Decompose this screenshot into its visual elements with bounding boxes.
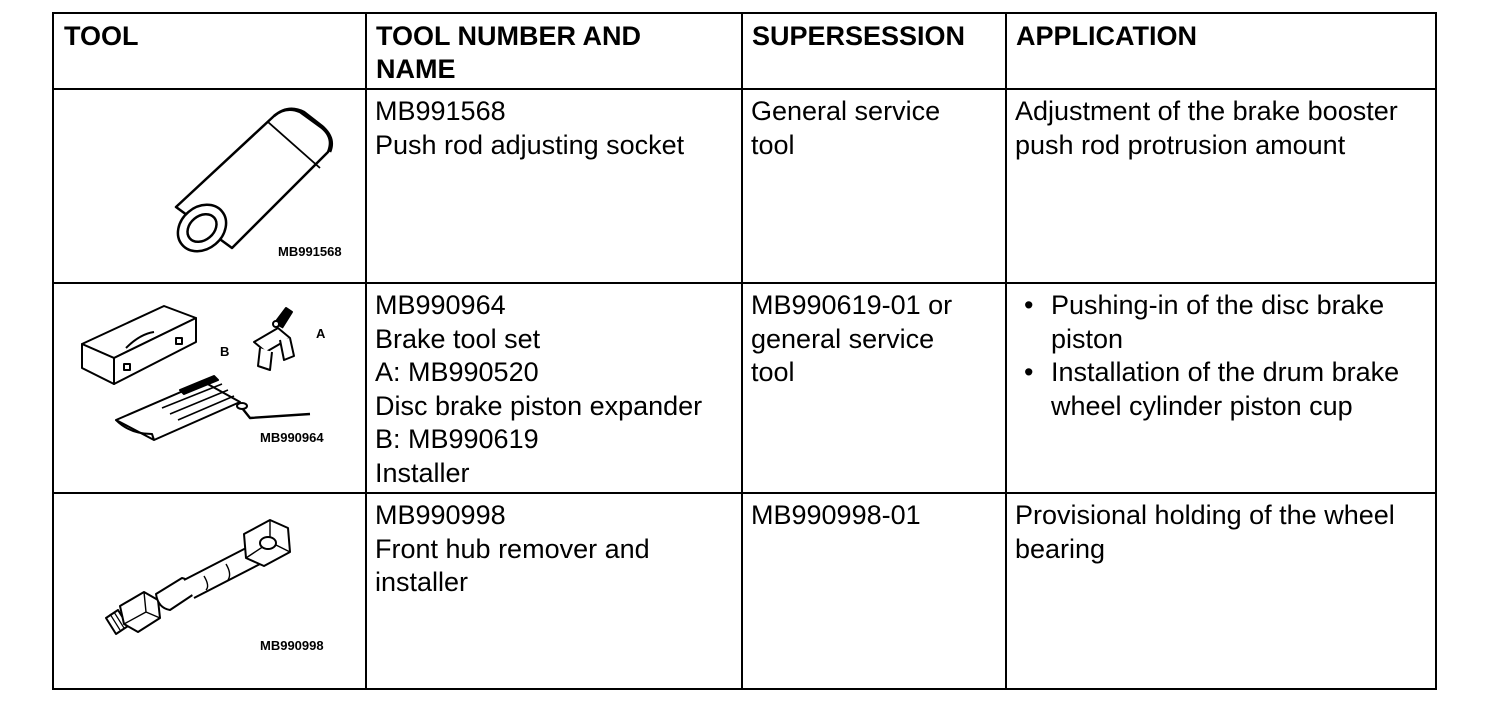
supersession-cell (742, 283, 1006, 493)
supersession-line: MB990998-01 (751, 500, 921, 530)
application-cell (1006, 283, 1436, 493)
header-tool-number-line1: TOOL NUMBER AND (376, 21, 642, 51)
table-row (53, 283, 1436, 493)
supersession-line: general service (751, 323, 935, 354)
supersession-line: tool (751, 357, 795, 387)
application-line: Provisional holding of the wheel (1015, 500, 1395, 530)
tool-number: MB990998 (375, 500, 506, 530)
supersession-cell (742, 493, 1006, 689)
application-line: bearing (1015, 533, 1106, 564)
tool-part-a-name: Disc brake piston expander (375, 390, 703, 421)
header-application: APPLICATION (1006, 13, 1436, 89)
tool-name: installer (375, 567, 469, 597)
table-row (53, 89, 1436, 283)
tool-name: Front hub remover and (375, 533, 650, 564)
application-line: wheel cylinder piston cup (1051, 390, 1353, 421)
header-supersession: SUPERSESSION (742, 13, 1006, 89)
header-tool: TOOL (53, 13, 366, 89)
tool-image-caption: MB991568 (278, 244, 342, 259)
bullet-icon: • (1024, 357, 1034, 387)
supersession-cell (742, 89, 1006, 283)
application-bullet-list (1015, 289, 1435, 423)
application-cell (1006, 493, 1436, 689)
table-row (53, 493, 1436, 689)
application-line: Pushing-in of the disc brake (1051, 290, 1385, 320)
tool-part-b: B: MB990619 (375, 424, 539, 454)
push-rod-socket-illustration (54, 90, 367, 284)
application-cell (1006, 89, 1436, 283)
header-tool-number-line2: NAME (376, 54, 456, 84)
application-line: Adjustment of the brake booster (1015, 96, 1398, 126)
tool-image-cell (53, 283, 366, 493)
application-bullet-item (1015, 356, 1435, 423)
tool-number: MB991568 (375, 96, 506, 126)
application-line: push rod protrusion amount (1015, 129, 1346, 160)
tool-number-name-cell (366, 493, 742, 689)
tool-image-cell (53, 89, 366, 283)
tool-image-cell (53, 493, 366, 689)
tool-number-name-cell (366, 89, 742, 283)
header-row (53, 13, 1436, 89)
application-line: Installation of the drum brake (1051, 357, 1400, 387)
front-hub-remover-illustration (54, 494, 367, 690)
application-line: piston (1051, 323, 1124, 354)
application-bullet-item (1015, 289, 1435, 356)
tool-part-a: A: MB990520 (375, 357, 539, 387)
tool-name: Push rod adjusting socket (375, 129, 685, 160)
tool-name: Brake tool set (375, 323, 541, 354)
header-tool-number-and-name (366, 13, 742, 89)
tool-image-caption: MB990964 (260, 430, 324, 445)
brake-tool-set-illustration (54, 284, 367, 494)
image-label-b: B (220, 344, 230, 359)
tool-number-name-cell (366, 283, 742, 493)
supersession-line: MB990619-01 or (751, 290, 953, 320)
tool-part-b-name: Installer (375, 457, 470, 488)
tool-number: MB990964 (375, 290, 506, 320)
bullet-icon: • (1024, 290, 1034, 320)
supersession-line: General service (751, 96, 941, 126)
tool-image-caption: MB990998 (260, 638, 324, 653)
special-tools-table (52, 12, 1437, 690)
image-label-a: A (316, 326, 326, 341)
supersession-line: tool (751, 129, 795, 160)
